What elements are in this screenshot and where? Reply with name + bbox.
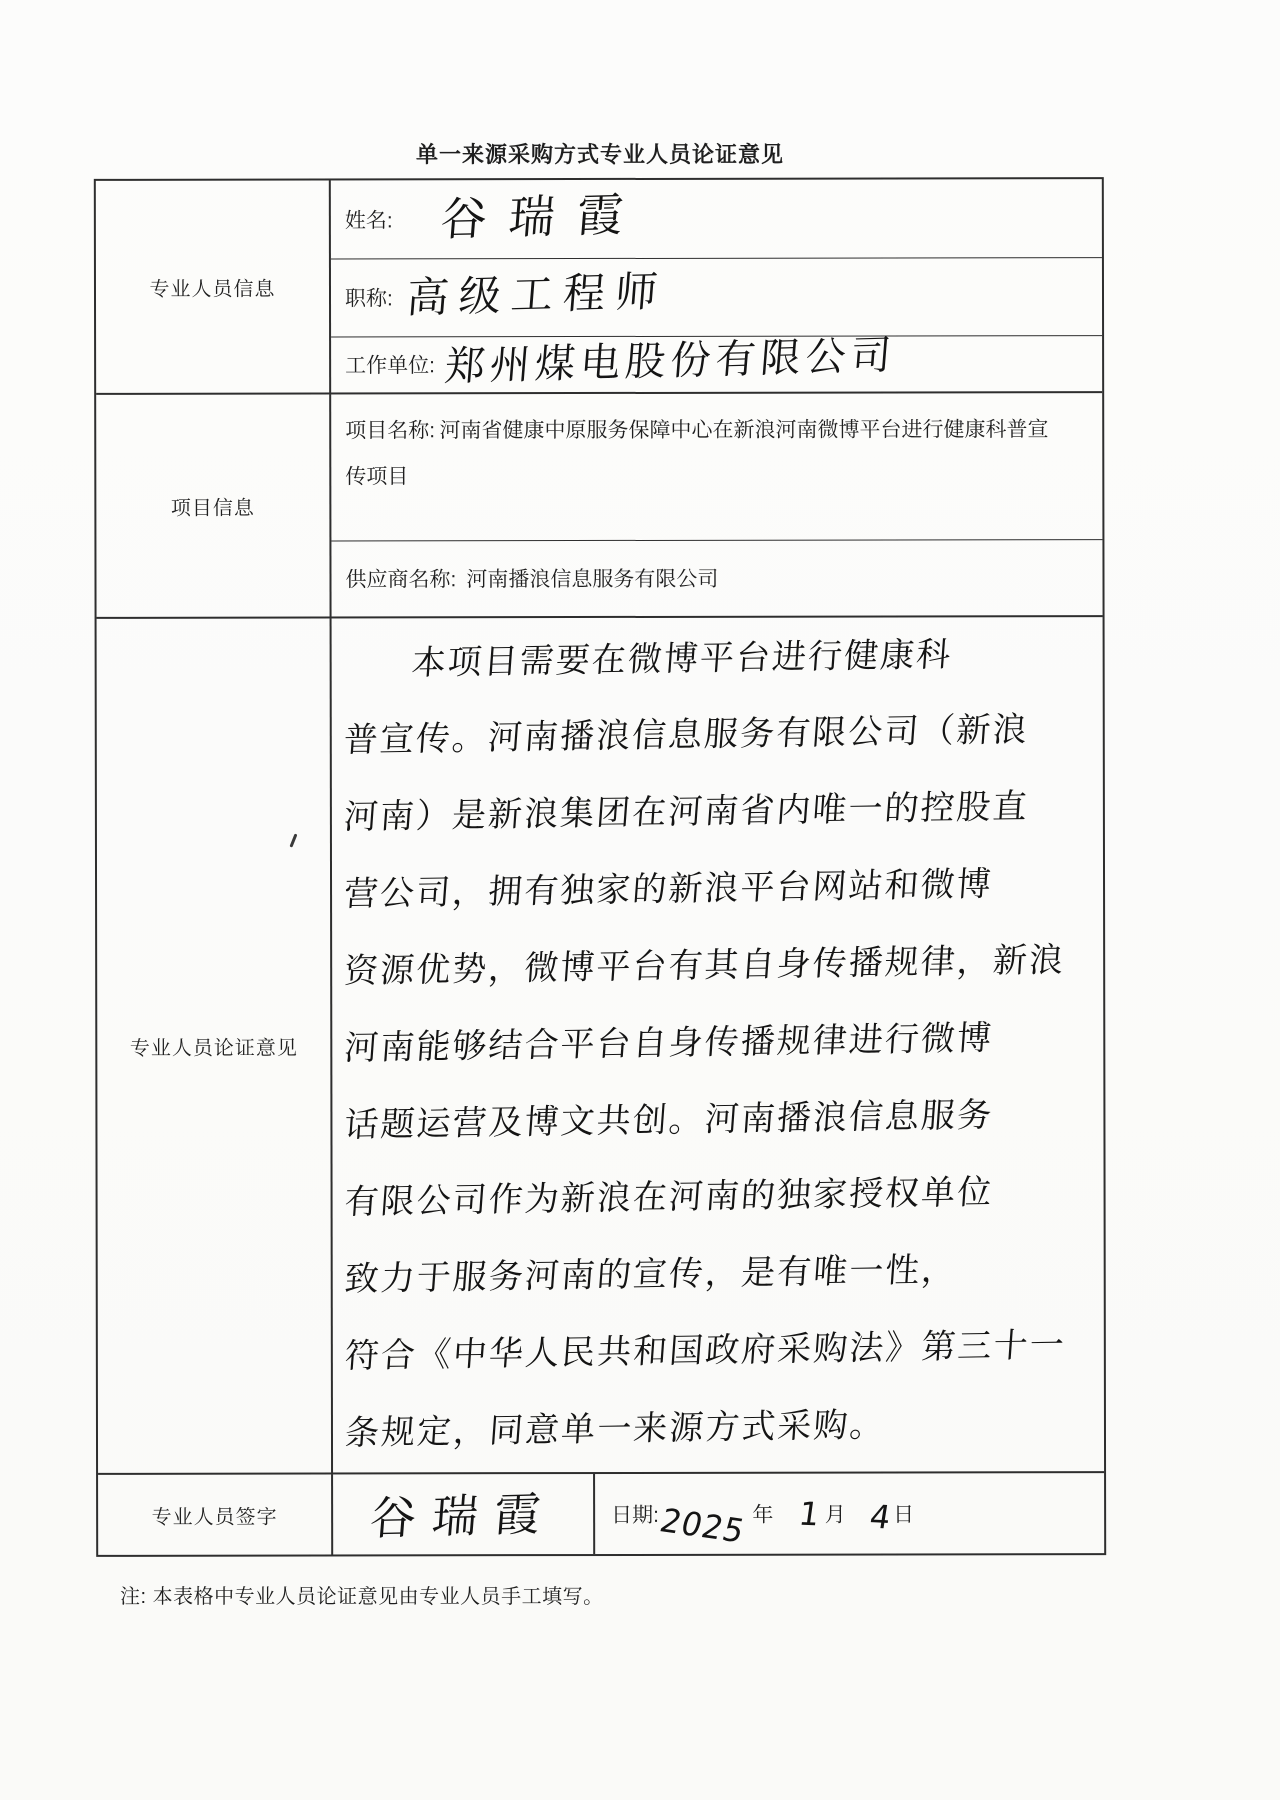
job-title-row [331,258,1102,337]
date-day-unit: 日 [893,1503,915,1527]
date-month-unit: 月 [824,1503,846,1527]
opinion-form-table [94,177,1106,1557]
project-rows [331,393,1102,616]
name-handwritten-value: 谷瑞霞 [438,187,648,247]
project-name-row [331,393,1102,541]
job-title-handwritten-value: 高级工程师 [404,266,670,323]
date-month-handwritten: 1 [796,1494,824,1534]
opinion-line: 营公司，拥有独家的新浪平台网站和微博 [342,864,995,915]
opinion-handwritten-text [332,617,1104,1472]
signature-handwritten: 谷瑞霞 [367,1486,559,1546]
stray-pen-mark [289,833,297,847]
date-year-handwritten: 2025 [655,1501,750,1551]
personnel-rows [331,179,1102,392]
work-unit-label: 工作单位: [345,354,435,378]
project-name-label: 项目名称: [345,419,436,443]
project-name-value: 河南省健康中原服务保障中心在新浪河南微博平台进行健康科普宣传项目 [345,418,1049,489]
opinion-line: 河南）是新浪集团在河南省内唯一的控股直 [342,786,1031,838]
name-row [331,179,1102,260]
opinion-section-label [97,618,333,1472]
footnote: 注: 本表格中专业人员论证意见由专业人员手工填写。 [120,1586,604,1608]
opinion-line: 符合《中华人民共和国政府采购法》第三十一 [343,1325,1068,1377]
document-title: 单一来源采购方式专业人员论证意见 [415,142,784,167]
date-label: 日期: [611,1503,659,1527]
signature-cell [333,1474,593,1554]
supplier-label: 供应商名称: [345,568,457,592]
opinion-line: 本项目需要在微博平台进行健康科 [410,634,954,684]
opinion-line: 河南能够结合平台自身传播规律进行微博 [342,1018,995,1069]
date-year-unit: 年 [752,1503,774,1527]
opinion-line: 话题运营及博文共创。河南播浪信息服务 [343,1095,995,1146]
project-section-label: 项目信息 [96,394,331,616]
opinion-section [97,617,1104,1475]
supplier-value: 河南播浪信息服务有限公司 [466,568,719,592]
personnel-info-section [96,179,1102,395]
supplier-row [331,540,1102,617]
project-info-section [96,393,1102,619]
opinion-line: 普宣传。河南播浪信息服务有限公司（新浪 [342,709,1030,761]
personnel-section-label: 专业人员信息 [96,180,331,392]
signature-section-label: 专业人员签字 [98,1474,333,1554]
work-unit-row [331,332,1102,393]
opinion-line: 有限公司作为新浪在河南的独家授权单位 [343,1172,995,1223]
date-cell [593,1473,1104,1554]
opinion-line: 条规定，同意单一来源方式采购。 [343,1404,888,1454]
opinion-section-label-text: 专业人员论证意见 [129,1037,298,1060]
opinion-line: 致力于服务河南的宣传，是有唯一性， [343,1249,959,1300]
name-label: 姓名: [344,209,393,233]
date-day-handwritten: 4 [866,1497,894,1537]
signature-section [98,1473,1104,1555]
opinion-line: 资源优势，微博平台有其自身传播规律，新浪 [342,940,1067,992]
job-title-label: 职称: [344,287,393,311]
work-unit-handwritten-value: 郑州煤电股份有限公司 [442,332,898,391]
